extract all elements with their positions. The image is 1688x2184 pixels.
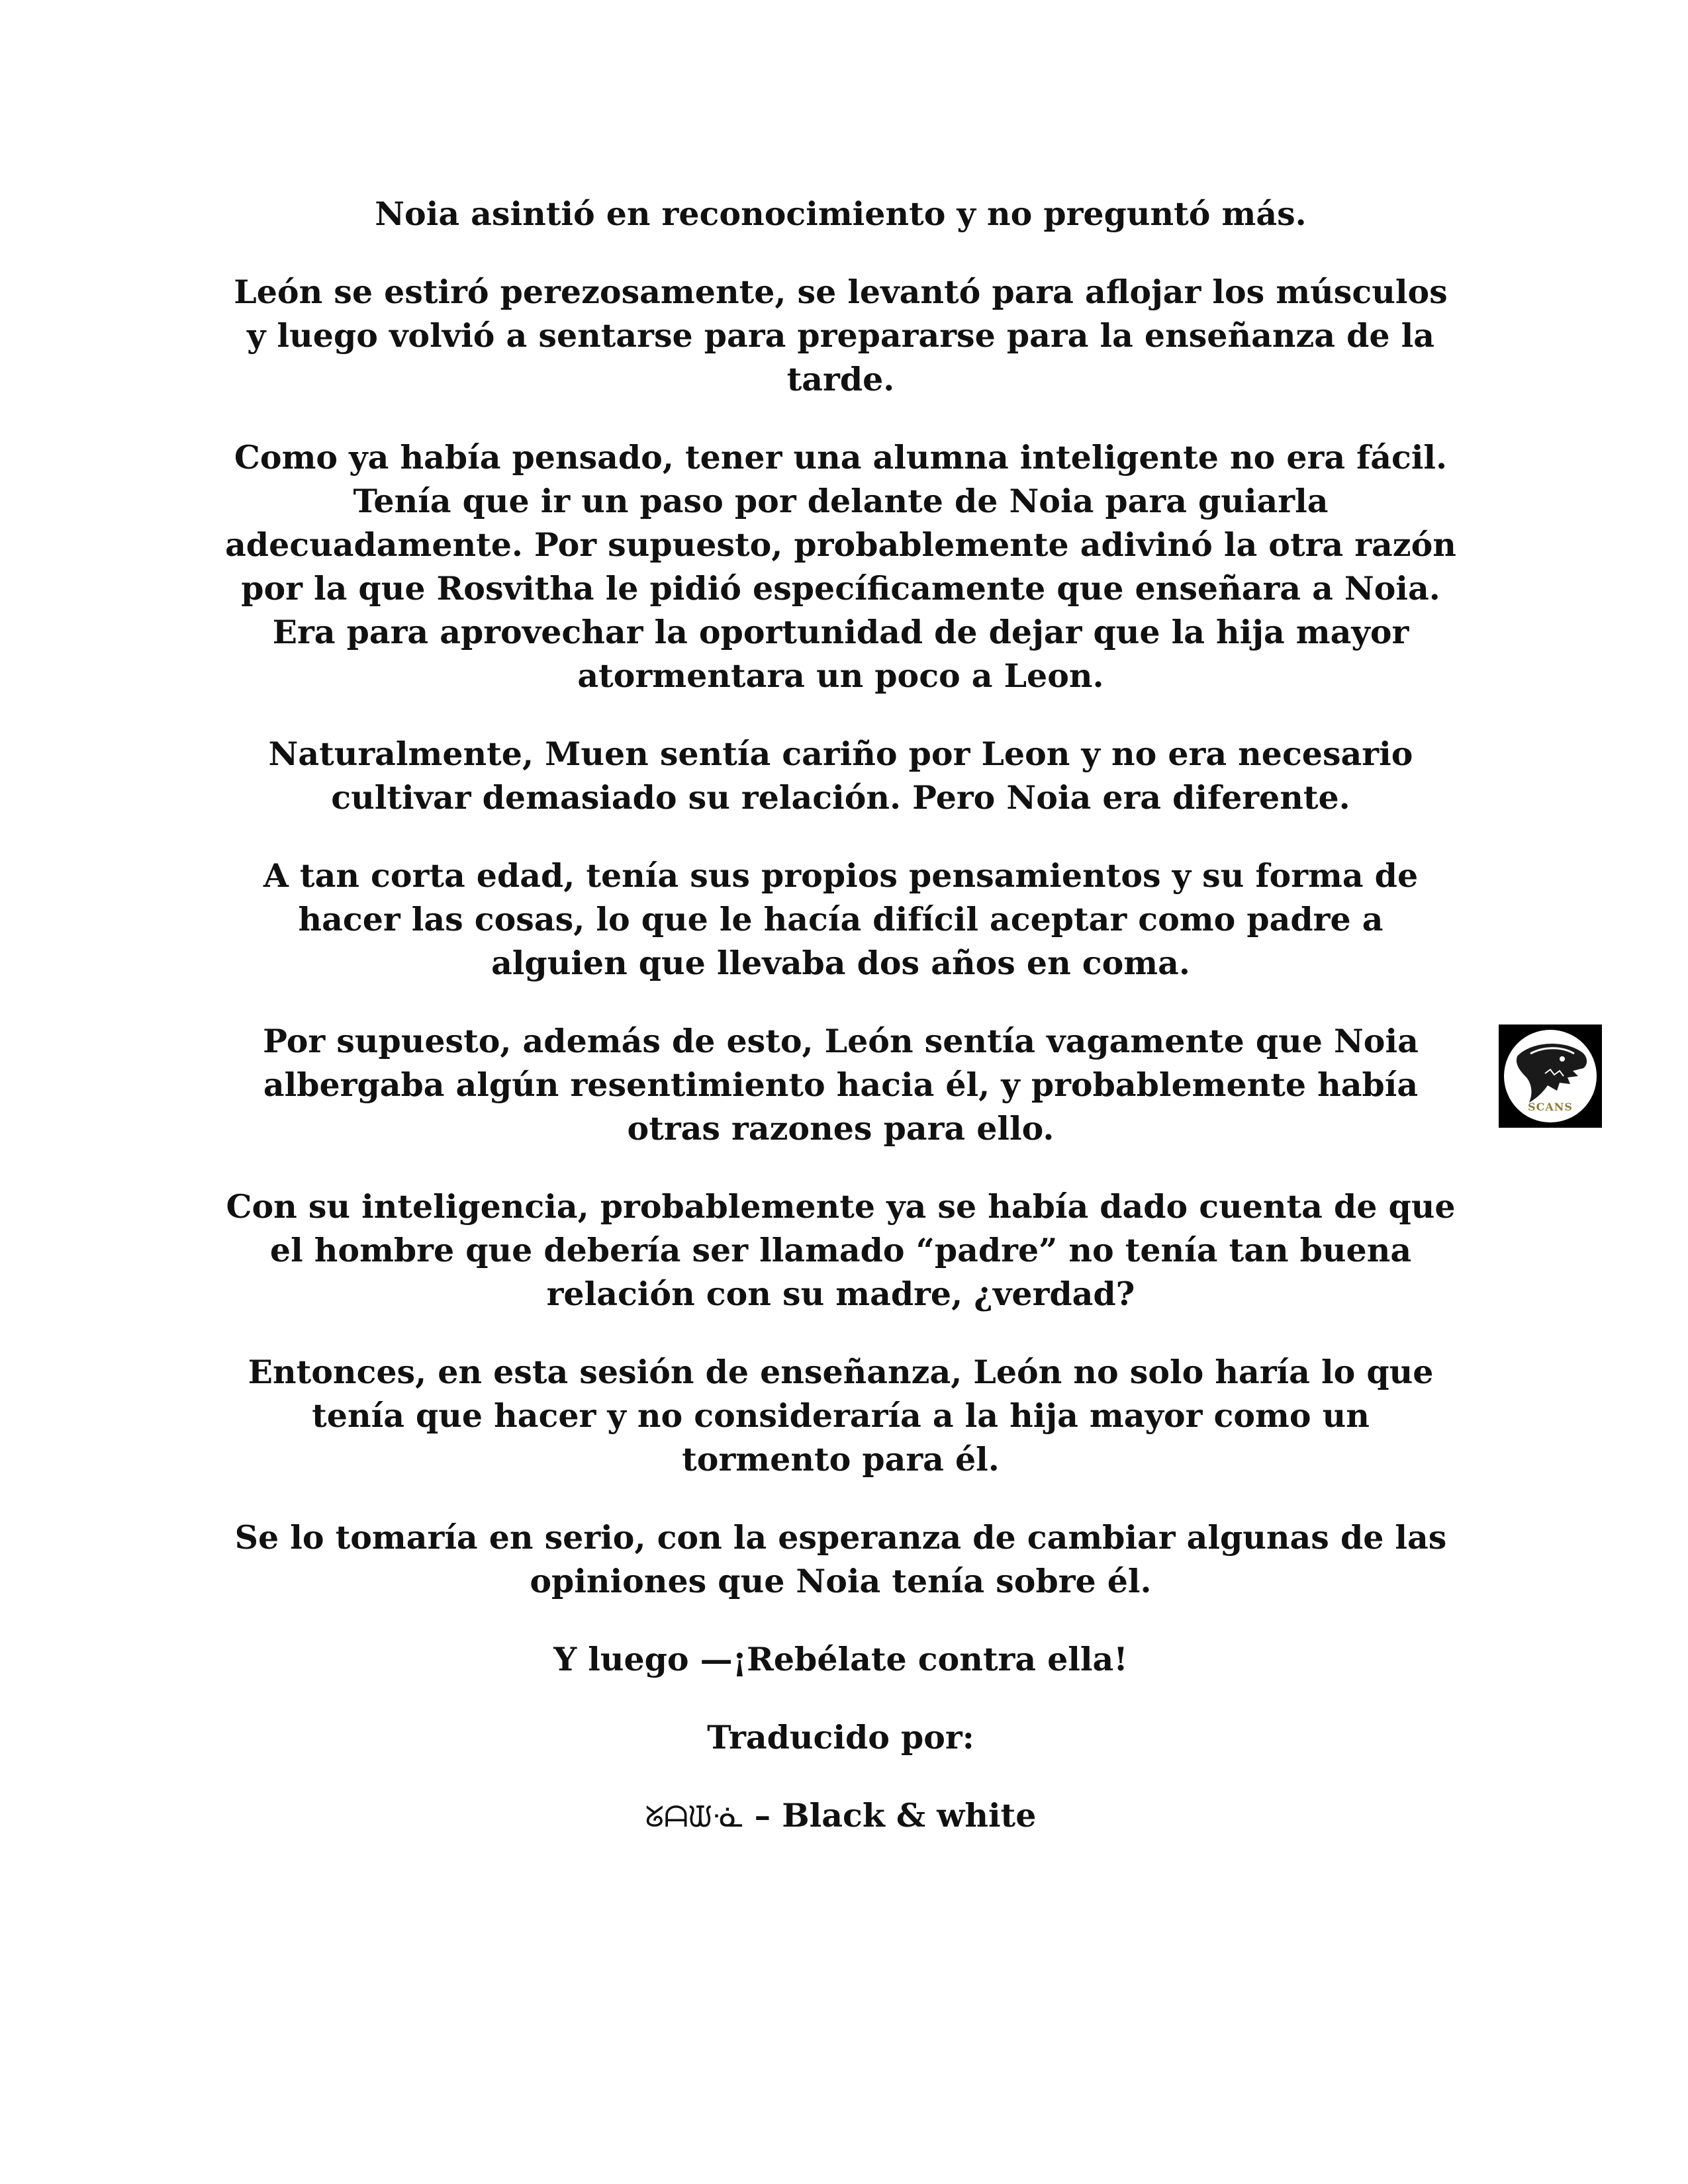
document-body (225, 192, 1456, 1839)
paragraph-8: Entonces, en esta sesión de enseñanza, León no solo haría lo que tenía que hacer y no consideraría a la hija mayor como un tormento para él. (248, 1353, 1434, 1479)
paragraph-4: Naturalmente, Muen sentía cariño por Leon y no era necesario cultivar demasiado su relación. Pero Noia era diferente. (268, 735, 1413, 817)
scans-logo (1499, 1024, 1602, 1128)
logo-circle (1504, 1030, 1597, 1122)
logo-text: SCANS (1528, 1101, 1573, 1113)
paragraph-9: Se lo tomaría en serio, con la esperanza de cambiar algunas de las opiniones que Noia tenía sobre él. (234, 1518, 1447, 1600)
paragraph-7: Con su inteligencia, probablemente ya se había dado cuenta de que el hombre que debería ser llamado “padre” no tenía tan buena relación con su madre, ¿verdad? (226, 1187, 1456, 1313)
paragraph-5: A tan corta edad, tenía sus propios pensamientos y su forma de hacer las cosas, lo que le hacía difícil aceptar como padre a alguien que llevaba dos años en coma. (263, 856, 1419, 982)
credits-translator (225, 1794, 1456, 1839)
translator-symbols: ᘜᗩᙡᓍ (645, 1800, 743, 1834)
credits-heading: Traducido por: (707, 1718, 974, 1756)
paragraph-3: Como ya había pensado, tener una alumna inteligente no era fácil. Tenía que ir un paso por delante de Noia para guiarla adecuadamente. Por supuesto, probablemente adivinó la otra razón por la que Rosvitha le pidió específicamente que enseñara a Noia. Era para aprovechar la oportunidad de dejar que la hija mayor atormentara un poco a Leon. (225, 438, 1456, 695)
paragraph-2: León se estiró perezosamente, se levantó para aflojar los músculos y luego volvió a sentarse para prepararse para la enseñanza de la tarde. (234, 273, 1448, 398)
paragraph-1: Noia asintió en reconocimiento y no preguntó más. (375, 195, 1307, 233)
paragraph-6: Por supuesto, además de esto, León sentía vagamente que Noia albergaba algún resentimiento hacia él, y probablemente había otras razones para ello. (263, 1022, 1419, 1148)
paragraph-10: Y luego —¡Rebélate contra ella! (553, 1640, 1128, 1678)
translator-name: – Black & white (743, 1796, 1037, 1835)
